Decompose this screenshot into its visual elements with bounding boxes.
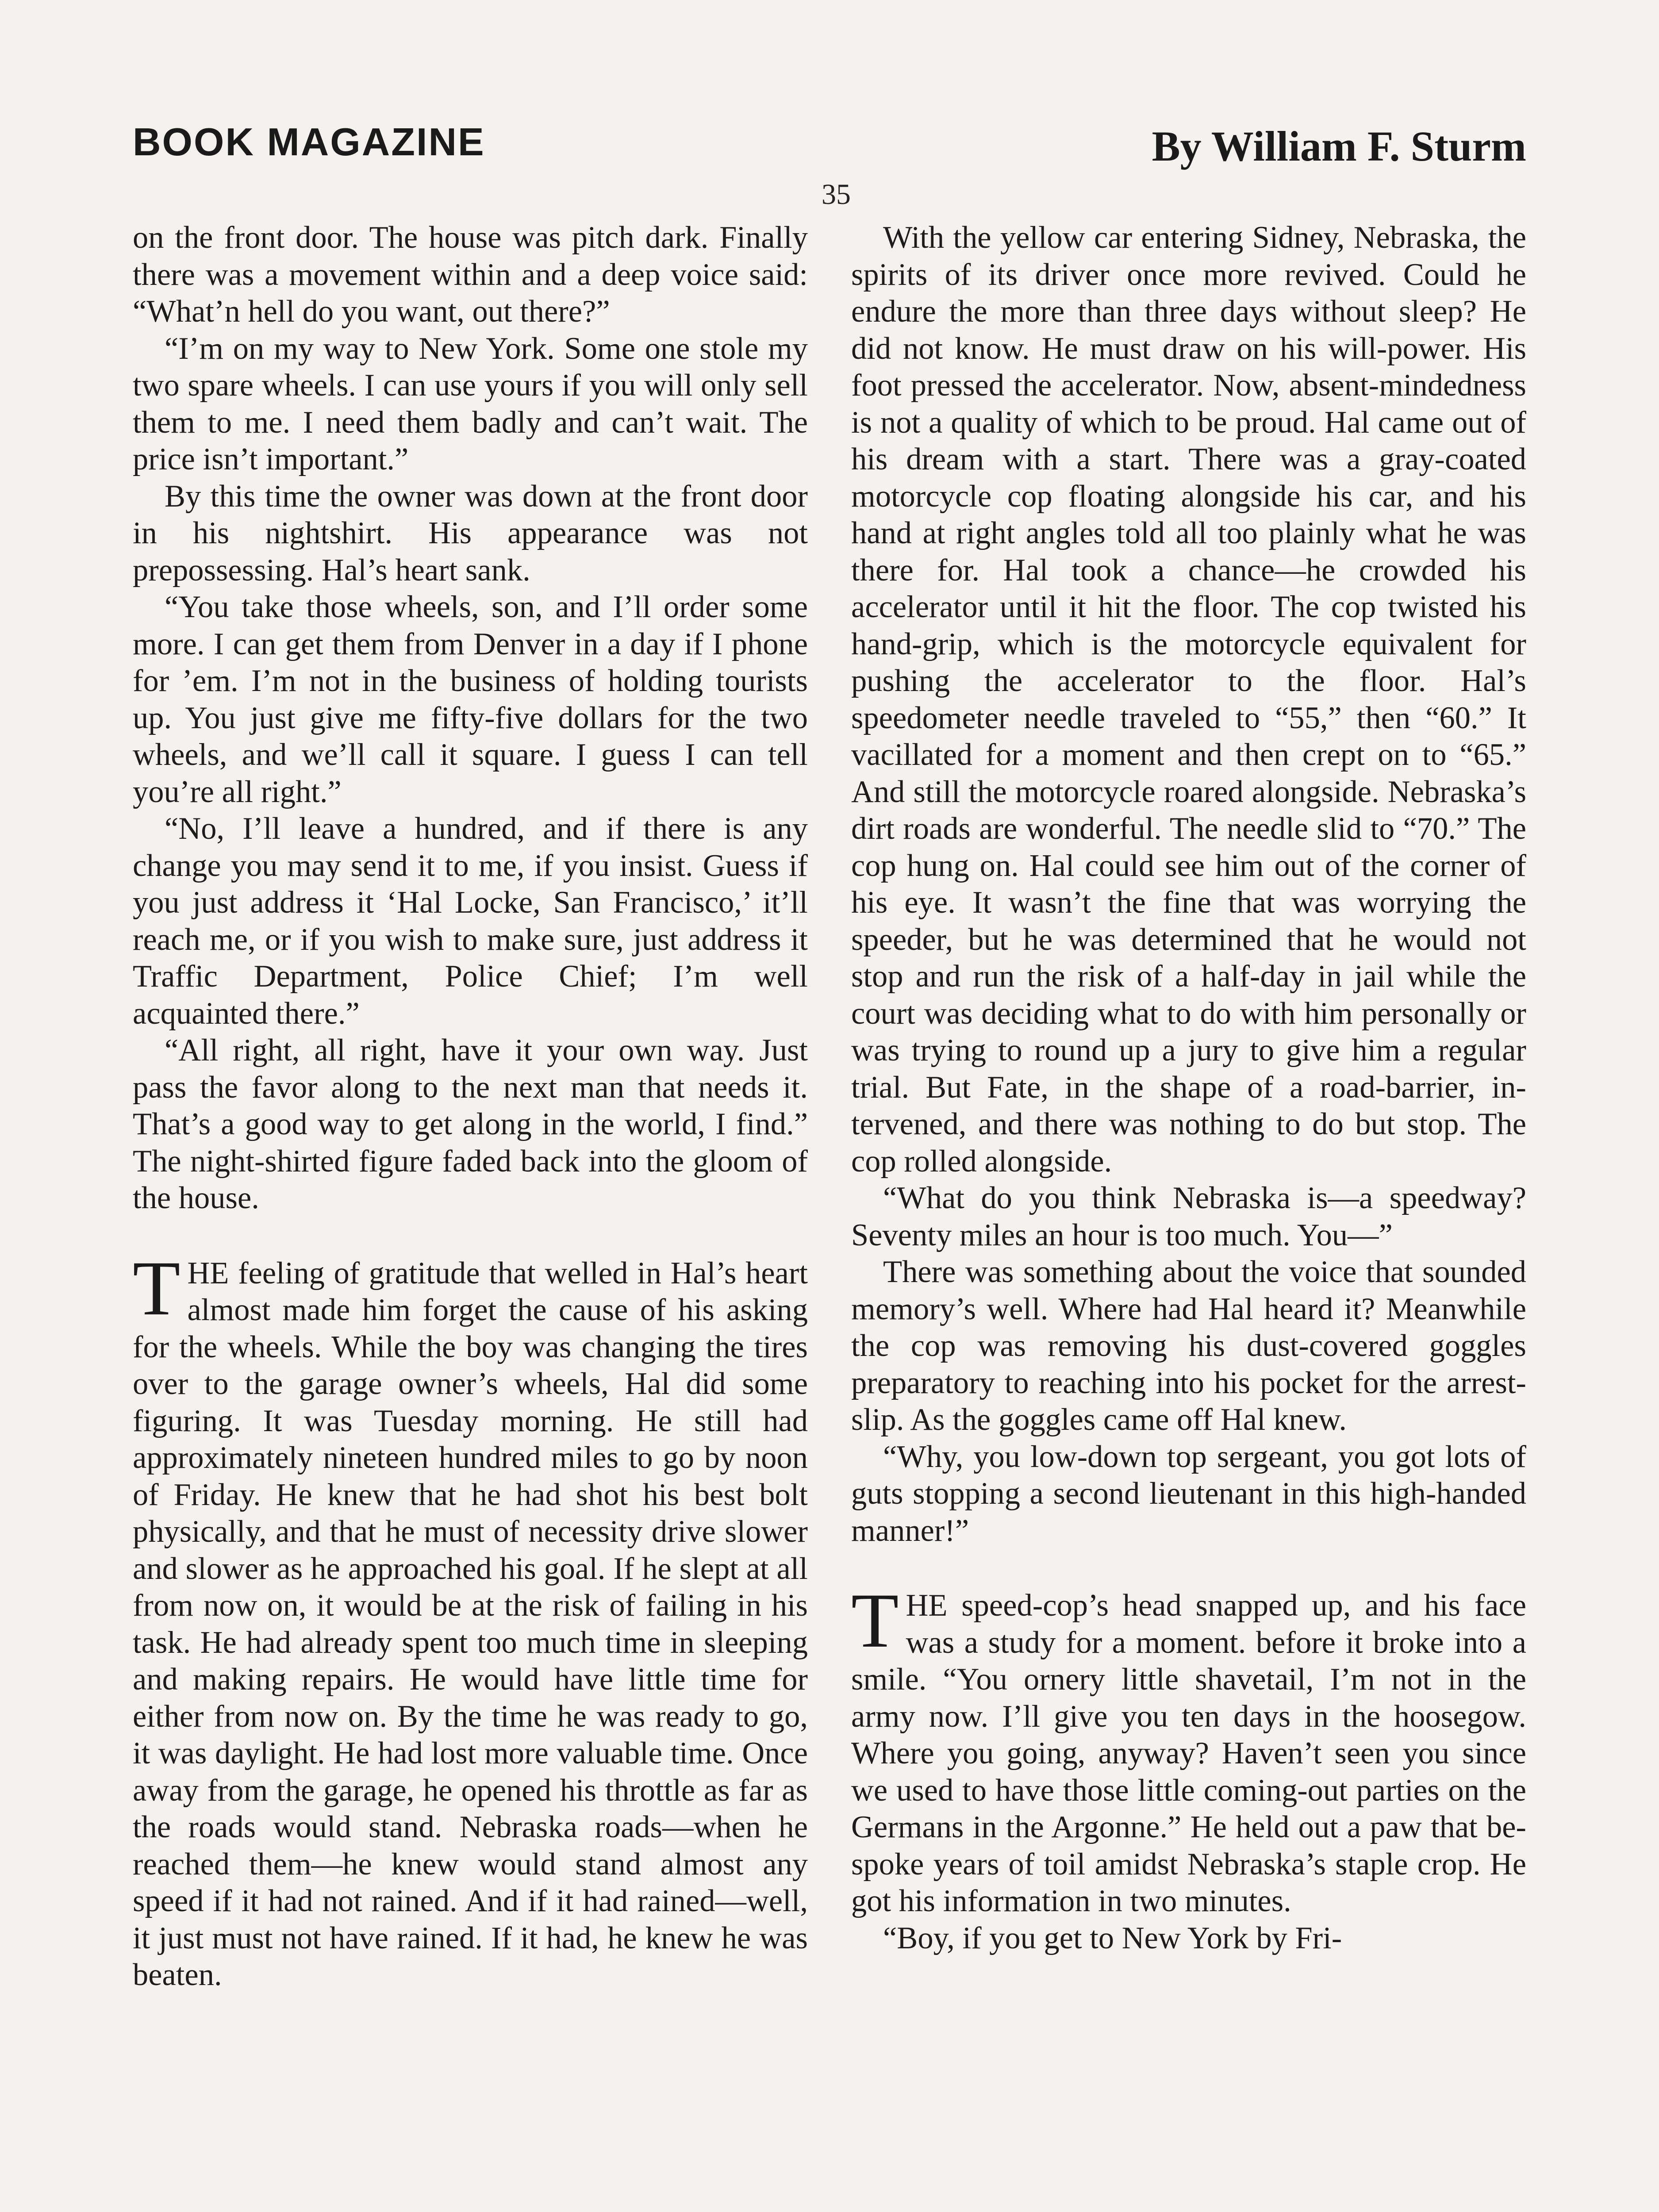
right-column	[851, 219, 1526, 1957]
paragraph-text: HE feeling of gratitude that welled in Hal’s heart almost made him forget the cause of his asking for the wheels. While the boy was changing the tires over to the garage owner’s wheels, Hal did some figuring. It was Tuesday morning. He still had approximately nineteen hundred miles to go by noon of Friday. He knew that he had shot his best bolt physically, and that he must of necessity drive slower and slower as he approached his goal. If he slept at all from now on, it would be at the risk of failing in his task. He had already spent too much time in sleeping and making repairs. He would have little time for either from now on. By the time he was ready to go, it was daylight. He had lost more valuable time. Once away from the garage, he opened his throttle as far as the roads would stand. Nebraska roads—when he reached them—he knew would stand almost any speed if it had not rained. And if it had rained—well, it just must not have rained. If it had, he knew he was beaten.	[133, 1256, 808, 1992]
paragraph: “What do you think Nebraska is—a speedway? Seventy miles an hour is too much. You—”	[851, 1181, 1526, 1252]
paragraph: By this time the owner was down at the front door in his nightshirt. His appearance was not prepossessing. Hal’s heart sank.	[133, 479, 808, 588]
paragraph: “Why, you low-down top sergeant, you got lots of guts stopping a second lieutenant in this high-handed manner!”	[851, 1439, 1526, 1548]
paragraph: “No, I’ll leave a hundred, and if there is any change you may send it to me, if you insist. Guess if you just address it ‘Hal Locke, San Francisco,’ it’ll reach me, or if you wish to make sure, just address it Traffic Department, Police Chief; I’m well acquainted there.”	[133, 811, 808, 1031]
paragraph: With the yellow car entering Sidney, Nebraska, the spirits of its driver once more revived. Could he endure the more than three days without sleep? He did not know. He must draw on his will-power. His foot pressed the accelerator. Now, absent-mindedness is not a quality of which to be proud. Hal came out of his dream with a start. There was a gray-coated motorcycle cop floating alongside his car, and his hand at right angles told all too plainly what he was there for. Hal took a chance—he crowded his accelerator until it hit the floor. The cop twisted his hand-grip, which is the motorcycle equivalent for pushing the accelerator to the floor. Hal’s speedometer needle traveled to “55,” then “60.” It vacillated for a moment and then crept on to “65.” And still the motorcycle roared alongside. Nebraska’s dirt roads are wonderful. The needle slid to “70.” The cop hung on. Hal could see him out of the corner of his eye. It wasn’t the fine that was worrying the speeder, but he was determined that he would not stop and run the risk of a half-day in jail while the court was deciding what to do with him personally or was trying to round up a jury to give him a regular trial. But Fate, in the shape of a road-barrier, intervened, and there was nothing to do but stop. The cop rolled alongside.	[851, 220, 1526, 1179]
paragraph: on the front door. The house was pitch dark. Finally there was a movement within and a deep voice said: “What’n hell do you want, out there?”	[133, 220, 808, 329]
paragraph: “Boy, if you get to New York by Fri-	[883, 1920, 1342, 1955]
paragraph: There was something about the voice that sounded memory’s well. Where had Hal heard it? Meanwhile the cop was removing his dust-covered goggles preparatory to reaching into his pocket for the arrest-slip. As the goggles came off Hal knew.	[851, 1255, 1526, 1437]
drop-cap: T	[133, 1245, 180, 1332]
author-byline: By William F. Sturm	[1152, 123, 1526, 170]
magazine-title: BOOK MAGAZINE	[133, 120, 485, 164]
section-paragraph	[133, 1245, 808, 1994]
paragraph: “You take those wheels, son, and I’ll order some more. I can get them from Denver in a day if I phone for ’em. I’m not in the business of holding tourists up. You just give me fifty-five dollars for the two wheels, and we’ll call it square. I guess I can tell you’re all right.”	[133, 590, 808, 809]
section-paragraph	[851, 1578, 1526, 1920]
left-column	[133, 219, 808, 1994]
paragraph: “All right, all right, have it your own way. Just pass the favor along to the next man that needs it. That’s a good way to get along in the world, I find.” The night-shirted figure faded back into the gloom of the house.	[133, 1033, 808, 1215]
paragraph-text: HE speed-cop’s head snapped up, and his face was a study for a moment. before it broke into a smile. “You ornery little shavetail, I’m not in the army now. I’ll give you ten days in the hoosegow. Where you going, anyway? Haven’t seen you since we used to have those little coming-out parties on the Germans in the Argonne.” He held out a paw that bespoke years of toil amidst Nebraska’s staple crop. He got his information in two minutes.	[851, 1588, 1526, 1918]
drop-cap: T	[851, 1578, 899, 1664]
page-number: 35	[822, 178, 851, 211]
paragraph: “I’m on my way to New York. Some one stole my two spare wheels. I can use yours if you will only sell them to me. I need them badly and can’t wait. The price isn’t important.”	[133, 331, 808, 476]
